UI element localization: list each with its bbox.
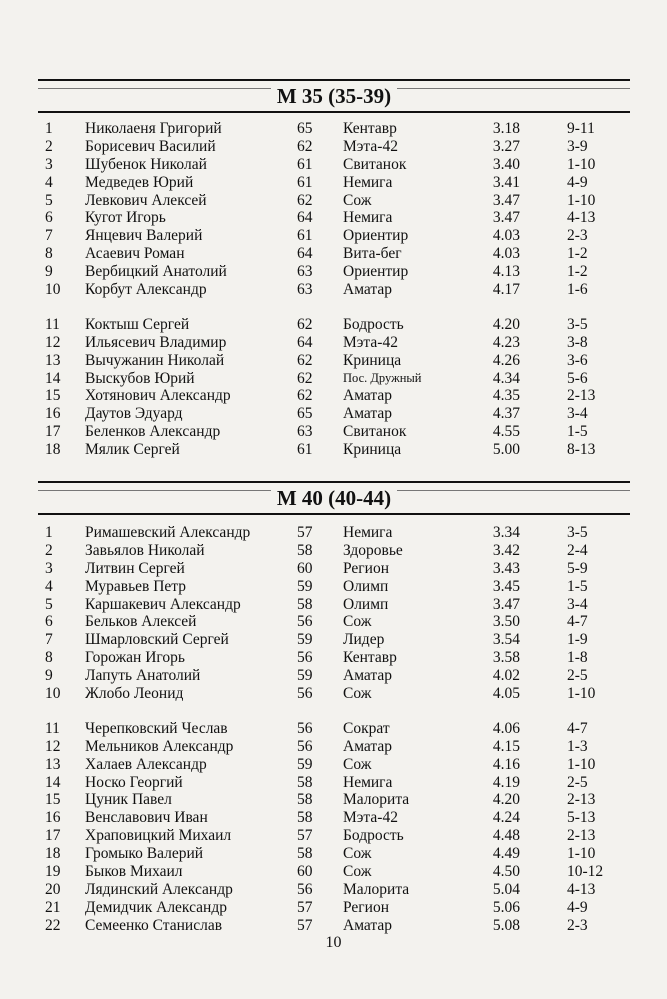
place-range: 4-7 — [567, 613, 588, 631]
athlete-name: Громыко Валерий — [85, 845, 204, 863]
athlete-name: Демидчик Александр — [85, 898, 227, 916]
birth-year: 63 — [297, 263, 313, 281]
birth-year: 59 — [297, 631, 313, 649]
row-number: 6 — [45, 613, 53, 631]
athlete-name: Борисевич Василий — [85, 137, 216, 155]
birth-year: 64 — [297, 333, 313, 351]
row-number: 2 — [45, 137, 53, 155]
result-time: 3.45 — [492, 577, 520, 595]
athlete-name: Выскубов Юрий — [85, 369, 195, 387]
club-name: Кентавр — [343, 120, 397, 137]
result-time: 3.43 — [492, 559, 520, 577]
row-number: 10 — [45, 685, 61, 703]
club-name: Малорита — [343, 791, 410, 809]
place-range: 1-3 — [567, 737, 588, 755]
birth-year: 60 — [297, 559, 313, 577]
birth-year: 56 — [297, 685, 313, 703]
club-name: Вита-бег — [343, 245, 402, 263]
birth-year: 58 — [297, 845, 313, 863]
result-time: 5.00 — [492, 441, 520, 459]
place-range: 3-4 — [567, 595, 588, 613]
result-time: 4.19 — [492, 773, 520, 791]
table-row — [0, 120, 667, 138]
club-name: Аматар — [343, 916, 392, 934]
row-number: 9 — [45, 667, 53, 685]
club-name: Пос. Дружный — [343, 370, 422, 385]
results-list-m40 — [0, 524, 667, 935]
athlete-name: Мельников Александр — [85, 737, 234, 755]
athlete-name: Хотянович Александр — [85, 387, 231, 405]
table-row — [0, 370, 667, 388]
result-time: 3.54 — [492, 631, 520, 649]
table-row — [0, 738, 667, 756]
row-number: 18 — [45, 845, 61, 863]
place-range: 2-5 — [567, 667, 588, 685]
row-number: 7 — [45, 227, 53, 245]
place-range: 4-9 — [567, 898, 588, 916]
club-name: Немига — [343, 524, 393, 541]
row-number: 10 — [45, 281, 61, 299]
place-range: 1-8 — [567, 649, 588, 667]
place-range: 2-5 — [567, 773, 588, 791]
birth-year: 65 — [297, 405, 313, 423]
row-number: 15 — [45, 387, 61, 405]
table-row — [0, 138, 667, 156]
club-name: Свитанок — [343, 423, 407, 441]
place-range: 5-6 — [567, 369, 588, 387]
athlete-name: Храповицкий Михаил — [85, 827, 232, 845]
place-range: 2-13 — [567, 791, 596, 809]
birth-year: 58 — [297, 595, 313, 613]
table-row — [0, 281, 667, 299]
row-number: 9 — [45, 263, 53, 281]
place-range: 4-13 — [567, 209, 596, 227]
table-row — [0, 524, 667, 542]
birth-year: 63 — [297, 423, 313, 441]
table-row — [0, 720, 667, 738]
table-row — [0, 245, 667, 263]
table-row — [0, 774, 667, 792]
row-number: 4 — [45, 173, 53, 191]
result-time: 3.27 — [492, 137, 520, 155]
result-time: 4.23 — [492, 333, 520, 351]
place-range: 2-13 — [567, 387, 596, 405]
table-row — [0, 845, 667, 863]
place-range: 3-5 — [567, 524, 588, 541]
place-range: 5-9 — [567, 559, 588, 577]
place-range: 1-10 — [567, 755, 596, 773]
club-name: Сократ — [343, 719, 390, 737]
place-range: 1-2 — [567, 263, 588, 281]
table-row — [0, 441, 667, 459]
athlete-name: Даутов Эдуард — [85, 405, 183, 423]
result-time: 3.47 — [492, 209, 520, 227]
result-time: 3.47 — [492, 191, 520, 209]
birth-year: 56 — [297, 613, 313, 631]
athlete-name: Быков Михаил — [85, 863, 183, 881]
result-time: 4.13 — [492, 263, 520, 281]
row-number: 8 — [45, 245, 53, 263]
birth-year: 57 — [297, 827, 313, 845]
place-range: 2-4 — [567, 541, 588, 559]
club-name: Аматар — [343, 667, 392, 685]
club-name: Ориентир — [343, 263, 409, 281]
result-time: 3.41 — [492, 173, 520, 191]
row-number: 19 — [45, 863, 61, 881]
table-row — [0, 791, 667, 809]
birth-year: 57 — [297, 898, 313, 916]
place-range: 4-9 — [567, 173, 588, 191]
athlete-name: Корбут Александр — [85, 281, 207, 299]
result-time: 4.50 — [492, 863, 520, 881]
athlete-name: Лядинский Александр — [85, 880, 233, 898]
row-number: 12 — [45, 737, 61, 755]
result-time: 3.58 — [492, 649, 520, 667]
result-time: 4.34 — [492, 369, 520, 387]
athlete-name: Ильясевич Владимир — [85, 333, 227, 351]
table-row — [0, 649, 667, 667]
birth-year: 56 — [297, 737, 313, 755]
club-name: Лидер — [343, 631, 385, 649]
table-row — [0, 423, 667, 441]
page-number: 10 — [325, 934, 342, 951]
table-row — [0, 560, 667, 578]
club-name: Сож — [343, 685, 372, 703]
athlete-name: Мялик Сергей — [85, 441, 180, 459]
athlete-name: Кугот Игорь — [85, 209, 166, 227]
athlete-name: Каршакевич Александр — [85, 595, 241, 613]
result-time: 4.26 — [492, 351, 520, 369]
place-range: 1-10 — [567, 191, 596, 209]
result-time: 4.20 — [492, 791, 520, 809]
row-number: 22 — [45, 916, 61, 934]
birth-year: 56 — [297, 719, 313, 737]
birth-year: 56 — [297, 649, 313, 667]
place-range: 1-2 — [567, 245, 588, 263]
athlete-name: Лапуть Анатолий — [85, 667, 201, 685]
club-name: Кентавр — [343, 649, 397, 667]
club-name: Здоровье — [343, 541, 403, 559]
birth-year: 62 — [297, 315, 313, 333]
table-row — [0, 263, 667, 281]
section-title: M 40 (40-44) — [271, 486, 397, 510]
result-time: 3.40 — [492, 155, 520, 173]
result-time: 4.17 — [492, 281, 520, 299]
table-row — [0, 863, 667, 881]
birth-year: 57 — [297, 916, 313, 934]
athlete-name: Горожан Игорь — [85, 649, 185, 667]
athlete-name: Носко Георгий — [85, 773, 183, 791]
row-number: 14 — [45, 369, 61, 387]
result-time: 4.02 — [492, 667, 520, 685]
club-name: Свитанок — [343, 155, 407, 173]
athlete-name: Семеенко Станислав — [85, 916, 223, 934]
row-number: 7 — [45, 631, 53, 649]
place-range: 4-13 — [567, 880, 596, 898]
athlete-name: Шмарловский Сергей — [85, 631, 229, 649]
birth-year: 57 — [297, 524, 313, 541]
athlete-name: Венславович Иван — [85, 809, 208, 827]
birth-year: 61 — [297, 155, 313, 173]
row-number: 8 — [45, 649, 53, 667]
table-row — [0, 596, 667, 614]
birth-year: 62 — [297, 369, 313, 387]
birth-year: 65 — [297, 120, 313, 137]
row-number: 15 — [45, 791, 61, 809]
club-name: Мэта-42 — [343, 809, 398, 827]
club-name: Регион — [343, 898, 389, 916]
table-row — [0, 334, 667, 352]
result-time: 3.47 — [492, 595, 520, 613]
club-name: Немига — [343, 773, 393, 791]
club-name: Сож — [343, 613, 372, 631]
birth-year: 62 — [297, 351, 313, 369]
athlete-name: Бельков Алексей — [85, 613, 197, 631]
birth-year: 58 — [297, 809, 313, 827]
result-time: 4.16 — [492, 755, 520, 773]
place-range: 1-9 — [567, 631, 588, 649]
row-number: 4 — [45, 577, 53, 595]
athlete-name: Жлобо Леонид — [85, 685, 184, 703]
row-number: 17 — [45, 827, 61, 845]
table-row — [0, 917, 667, 935]
section-header-m40 — [38, 481, 630, 515]
row-number: 6 — [45, 209, 53, 227]
table-row — [0, 827, 667, 845]
table-row — [0, 667, 667, 685]
place-range: 1-10 — [567, 685, 596, 703]
row-number: 2 — [45, 541, 53, 559]
birth-year: 64 — [297, 209, 313, 227]
result-time: 4.05 — [492, 685, 520, 703]
results-list-m35 — [0, 120, 667, 459]
athlete-name: Асаевич Роман — [85, 245, 185, 263]
table-row — [0, 613, 667, 631]
result-time: 3.18 — [492, 120, 520, 137]
club-name: Мэта-42 — [343, 333, 398, 351]
club-name: Аматар — [343, 405, 392, 423]
result-time: 4.03 — [492, 245, 520, 263]
athlete-name: Вербицкий Анатолий — [85, 263, 227, 281]
athlete-name: Левкович Алексей — [85, 191, 207, 209]
row-number: 20 — [45, 880, 61, 898]
athlete-name: Цуник Павел — [85, 791, 172, 809]
birth-year: 61 — [297, 441, 313, 459]
table-row — [0, 316, 667, 334]
result-time: 4.55 — [492, 423, 520, 441]
club-name: Сож — [343, 191, 372, 209]
table-row — [0, 809, 667, 827]
row-number: 1 — [45, 120, 53, 137]
result-time: 4.03 — [492, 227, 520, 245]
club-name: Олимп — [343, 577, 389, 595]
result-time: 3.50 — [492, 613, 520, 631]
birth-year: 56 — [297, 880, 313, 898]
row-number: 11 — [45, 315, 60, 333]
table-row — [0, 192, 667, 210]
table-row — [0, 542, 667, 560]
place-range: 3-8 — [567, 333, 588, 351]
table-row — [0, 685, 667, 703]
birth-year: 62 — [297, 387, 313, 405]
table-row — [0, 387, 667, 405]
place-range: 3-6 — [567, 351, 588, 369]
place-range: 2-13 — [567, 827, 596, 845]
birth-year: 62 — [297, 137, 313, 155]
row-number: 21 — [45, 898, 61, 916]
row-number: 17 — [45, 423, 61, 441]
club-name: Аматар — [343, 737, 392, 755]
row-number: 12 — [45, 333, 61, 351]
club-name: Бодрость — [343, 827, 404, 845]
birth-year: 59 — [297, 667, 313, 685]
result-time: 4.15 — [492, 737, 520, 755]
result-time: 3.34 — [492, 524, 520, 541]
club-name: Регион — [343, 559, 389, 577]
club-name: Аматар — [343, 281, 392, 299]
athlete-name: Янцевич Валерий — [85, 227, 203, 245]
birth-year: 63 — [297, 281, 313, 299]
place-range: 1-10 — [567, 155, 596, 173]
athlete-name: Беленков Александр — [85, 423, 221, 441]
table-row — [0, 174, 667, 192]
table-row — [0, 209, 667, 227]
place-range: 1-5 — [567, 423, 588, 441]
place-range: 4-7 — [567, 719, 588, 737]
place-range: 8-13 — [567, 441, 596, 459]
table-row — [0, 756, 667, 774]
birth-year: 59 — [297, 577, 313, 595]
birth-year: 58 — [297, 791, 313, 809]
club-name: Мэта-42 — [343, 137, 398, 155]
table-row — [0, 578, 667, 596]
place-range: 10-12 — [567, 863, 604, 881]
result-time: 5.04 — [492, 880, 520, 898]
place-range: 3-4 — [567, 405, 588, 423]
table-row — [0, 405, 667, 423]
result-time: 4.35 — [492, 387, 520, 405]
table-row — [0, 899, 667, 917]
table-row — [0, 881, 667, 899]
club-name: Сож — [343, 755, 372, 773]
place-range: 3-9 — [567, 137, 588, 155]
row-number: 3 — [45, 559, 53, 577]
place-range: 2-3 — [567, 227, 588, 245]
result-time: 4.49 — [492, 845, 520, 863]
table-row — [0, 227, 667, 245]
row-number: 16 — [45, 809, 61, 827]
place-range: 2-3 — [567, 916, 588, 934]
athlete-name: Николаеня Григорий — [85, 120, 222, 137]
result-time: 4.48 — [492, 827, 520, 845]
club-name: Немига — [343, 209, 393, 227]
athlete-name: Халаев Александр — [85, 755, 207, 773]
row-number: 1 — [45, 524, 53, 541]
place-range: 1-6 — [567, 281, 588, 299]
row-number: 18 — [45, 441, 61, 459]
result-time: 4.06 — [492, 719, 520, 737]
place-range: 1-5 — [567, 577, 588, 595]
athlete-name: Вычужанин Николай — [85, 351, 225, 369]
row-number: 13 — [45, 351, 61, 369]
club-name: Сож — [343, 845, 372, 863]
row-number: 11 — [45, 719, 60, 737]
athlete-name: Шубенок Николай — [85, 155, 207, 173]
place-range: 3-5 — [567, 315, 588, 333]
section-header-m35 — [38, 79, 630, 113]
club-name: Бодрость — [343, 315, 404, 333]
result-time: 4.37 — [492, 405, 520, 423]
club-name: Ориентир — [343, 227, 409, 245]
result-time: 5.08 — [492, 916, 520, 934]
athlete-name: Литвин Сергей — [85, 559, 185, 577]
athlete-name: Медведев Юрий — [85, 173, 194, 191]
result-time: 3.42 — [492, 541, 520, 559]
place-range: 1-10 — [567, 845, 596, 863]
birth-year: 58 — [297, 773, 313, 791]
club-name: Криница — [343, 351, 402, 369]
birth-year: 62 — [297, 191, 313, 209]
row-number: 5 — [45, 595, 53, 613]
birth-year: 64 — [297, 245, 313, 263]
birth-year: 60 — [297, 863, 313, 881]
club-name: Немига — [343, 173, 393, 191]
row-number: 14 — [45, 773, 61, 791]
club-name: Олимп — [343, 595, 389, 613]
club-name: Аматар — [343, 387, 392, 405]
place-range: 5-13 — [567, 809, 596, 827]
club-name: Криница — [343, 441, 402, 459]
birth-year: 61 — [297, 173, 313, 191]
row-number: 16 — [45, 405, 61, 423]
result-time: 4.20 — [492, 315, 520, 333]
birth-year: 59 — [297, 755, 313, 773]
birth-year: 58 — [297, 541, 313, 559]
table-row — [0, 631, 667, 649]
result-time: 5.06 — [492, 898, 520, 916]
club-name: Сож — [343, 863, 372, 881]
athlete-name: Муравьев Петр — [85, 577, 187, 595]
athlete-name: Черепковский Чеслав — [85, 719, 228, 737]
place-range: 9-11 — [567, 120, 595, 137]
athlete-name: Коктыш Сергей — [85, 315, 190, 333]
row-number: 3 — [45, 155, 53, 173]
section-title: M 35 (35-39) — [271, 84, 397, 108]
athlete-name: Завьялов Николай — [85, 541, 205, 559]
birth-year: 61 — [297, 227, 313, 245]
club-name: Малорита — [343, 880, 410, 898]
row-number: 13 — [45, 755, 61, 773]
row-number: 5 — [45, 191, 53, 209]
table-row — [0, 156, 667, 174]
result-time: 4.24 — [492, 809, 520, 827]
athlete-name: Римашевский Александр — [85, 524, 251, 541]
table-row — [0, 352, 667, 370]
